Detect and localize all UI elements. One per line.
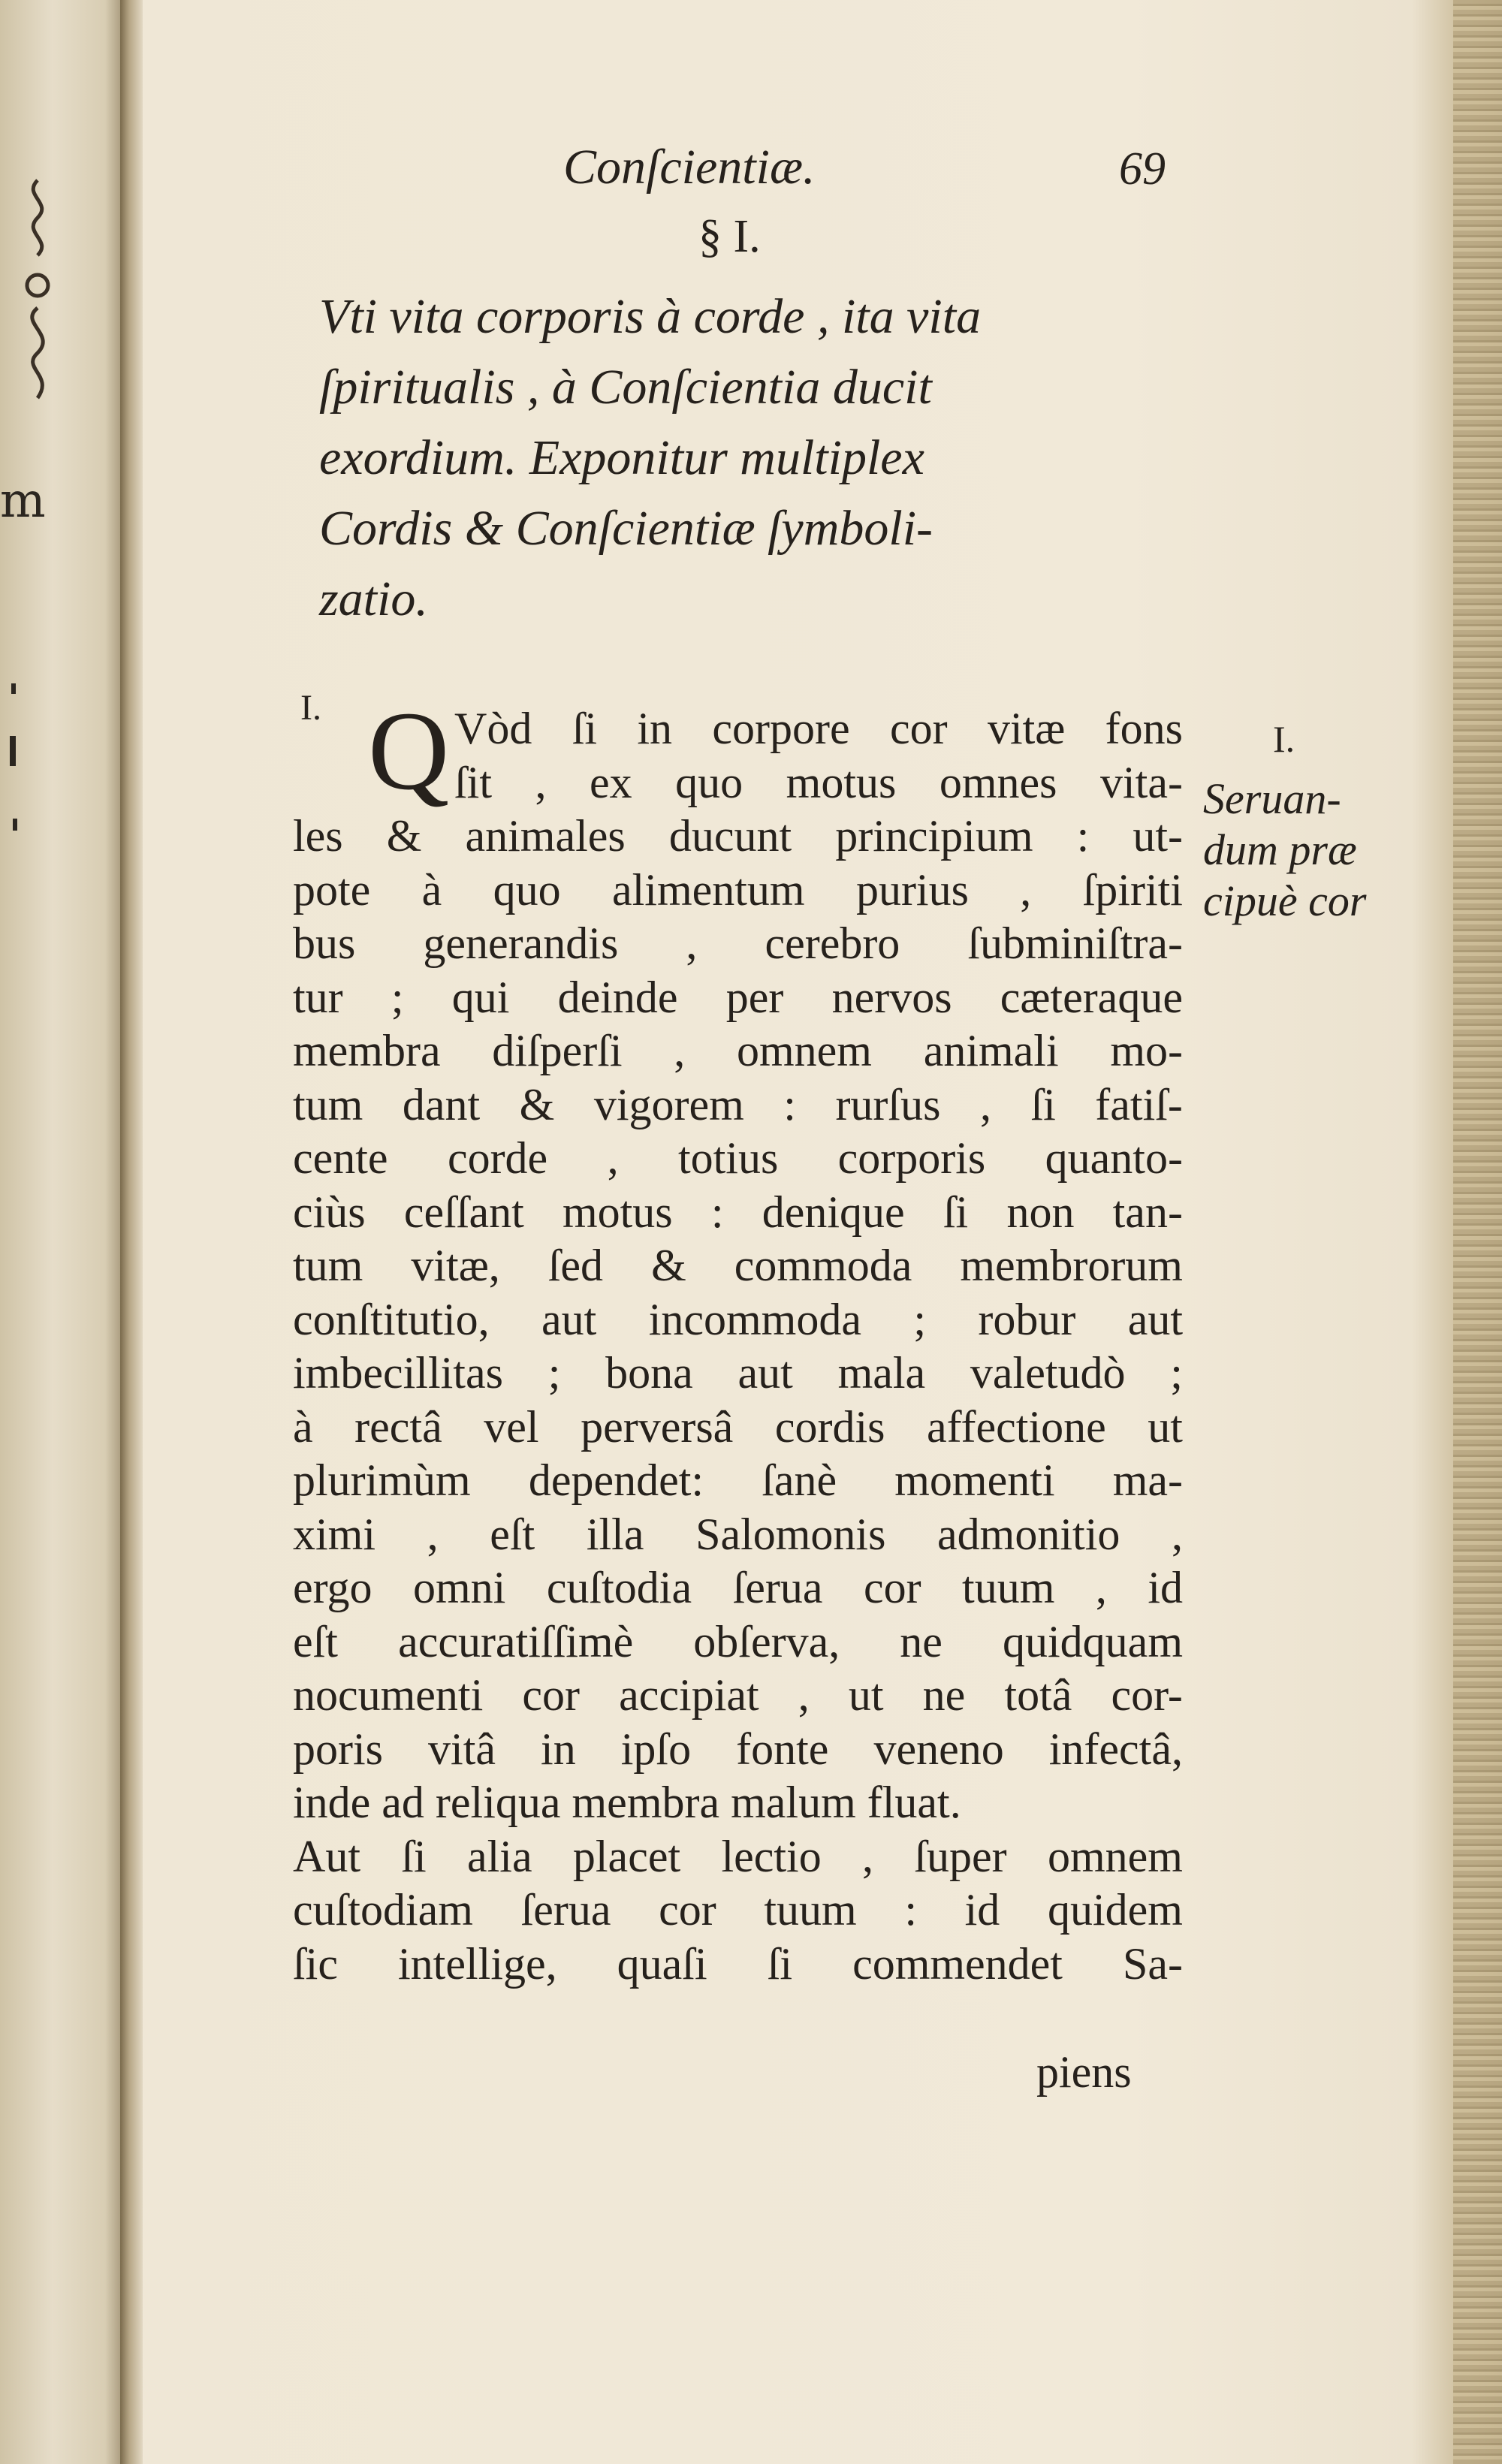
page-number: 69 (1119, 143, 1166, 195)
catchword: piens (1036, 2047, 1132, 2097)
body-line: ximi , eſt illa Salomonis admonitio , (293, 1509, 1183, 1559)
heading-line: Cordis & Conſcientiæ ſymboli- (319, 501, 933, 556)
margin-note-line: Seruan- (1203, 774, 1341, 823)
left-page-marks (4, 676, 26, 841)
body-line: ergo omni cuſtodia ſerua cor tuum , id (293, 1563, 1183, 1612)
ornament-icon (15, 173, 60, 413)
margin-note (1203, 774, 1366, 927)
left-page-edge (0, 0, 131, 2464)
left-page-fragment: m (0, 473, 46, 529)
body-line: poris vitâ in ipſo fonte veneno infectâ, (293, 1724, 1183, 1774)
body-line: nocumenti cor accipiat , ut ne totâ cor- (293, 1670, 1183, 1720)
margin-note-number: I. (1273, 718, 1295, 760)
body-line: Aut ſi alia placet lectio , ſuper omnem (293, 1831, 1183, 1881)
heading-line: zatio. (319, 572, 428, 626)
body-line: plurimùm dependet: ſanè momenti ma- (293, 1455, 1183, 1505)
body-line: tum vitæ, ſed & commoda membrorum (293, 1241, 1183, 1290)
body-line: Vòd ſi in corpore cor vitæ fons (454, 704, 1183, 753)
drop-cap: Q (368, 689, 450, 813)
body-line: cuſtodiam ſerua cor tuum : id quidem (293, 1885, 1183, 1935)
body-line: pote à quo alimentum purius , ſpiriti (293, 864, 1183, 915)
body-line: tur ; qui deinde per nervos cæteraque (293, 972, 1183, 1022)
margin-note-line: dum præ (1203, 825, 1357, 874)
right-page (143, 0, 1457, 2464)
heading-line: Vti vita corporis à corde , ita vita (319, 289, 982, 344)
heading-line: ſpiritualis , à Conſcientia ducit (319, 360, 932, 415)
body-line: bus generandis , cerebro ſubminiſtra- (293, 918, 1183, 968)
body-line: inde ad reliqua membra malum fluat. (293, 1778, 961, 1827)
body-line: ciùs ceſſant motus : denique ſi non tan- (293, 1187, 1183, 1237)
body-line: à rectâ vel perversâ cordis affectione ut (293, 1401, 1183, 1452)
running-head-title: Conſcientiæ. (563, 140, 816, 195)
body-line: ſit , ex quo motus omnes vita- (454, 757, 1183, 807)
body-line: tum dant & vigorem : rurſus , ſi fatiſ- (293, 1079, 1183, 1129)
paragraph-number: I. (300, 688, 321, 728)
body-line: membra diſperſi , omnem animali mo- (293, 1026, 1183, 1075)
body-line: imbecillitas ; bona aut mala valetudò ; (293, 1348, 1183, 1398)
page-edges (1453, 0, 1502, 2464)
chapter-heading (319, 282, 1198, 635)
section-mark: § I. (698, 211, 761, 262)
body-line: cente corde , totius corporis quanto- (293, 1133, 1183, 1183)
body-line: eſt accuratiſſimè obſerva, ne quidquam (293, 1616, 1183, 1666)
body-text (293, 702, 1183, 1991)
body-line: les & animales ducunt principium : ut- (293, 811, 1183, 861)
margin-note-line: cipuè cor (1203, 876, 1367, 925)
heading-line: exordium. Exponitur multiplex (319, 430, 924, 485)
body-line: ſic intellige, quaſi ſi commendet Sa- (293, 1938, 1183, 1989)
body-line: conſtitutio, aut incommoda ; robur aut (293, 1294, 1183, 1344)
gutter (120, 0, 143, 2464)
